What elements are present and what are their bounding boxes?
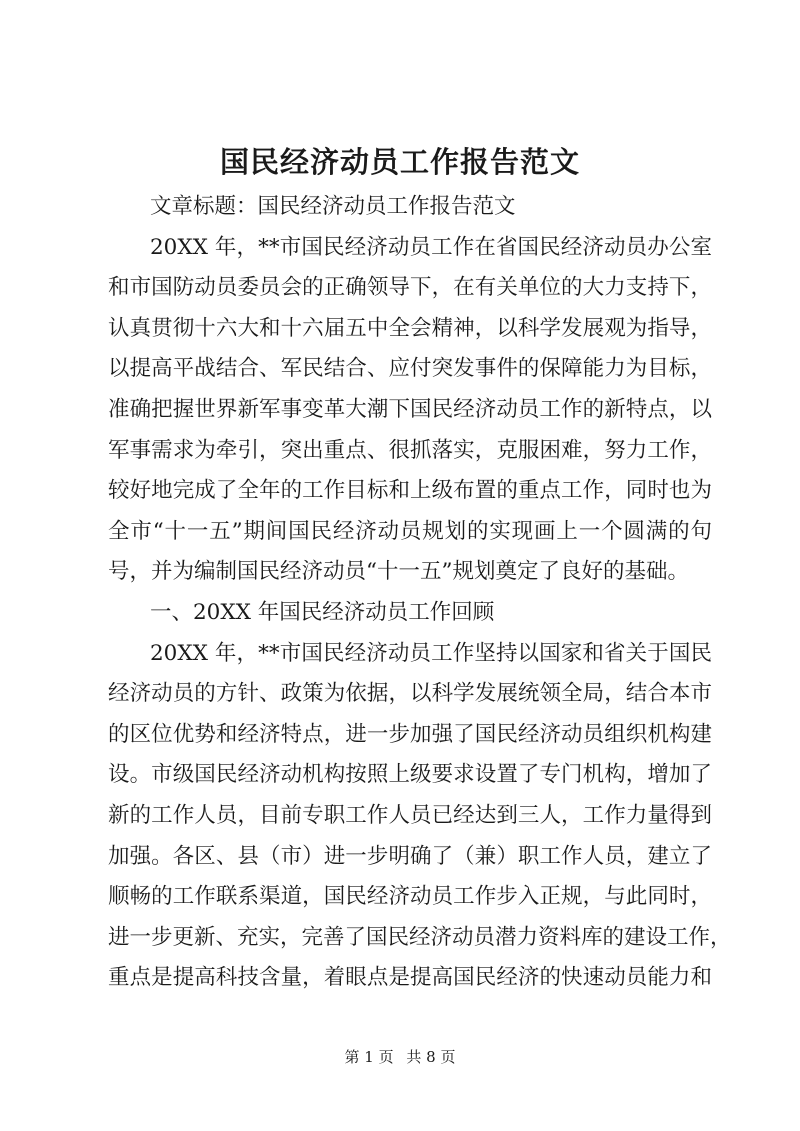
text-line: 新的工作人员，目前专职工作人员已经达到三人，工作力量得到	[108, 802, 712, 828]
text-line: 顺畅的工作联系渠道，国民经济动员工作步入正规，与此同时，	[108, 884, 712, 910]
text-line: 加强。各区、县（市）进一步明确了（兼）职工作人员，建立了	[108, 843, 712, 869]
page-number: 第 1 页	[344, 1048, 394, 1066]
text-line: 全市“十一五”期间国民经济动员规划的实现画上一个圆满的句	[108, 518, 712, 544]
text-line: 的区位优势和经济特点，进一步加强了国民经济动员组织机构建	[108, 721, 712, 747]
text-line: 进一步更新、充实，完善了国民经济动员潜力资料库的建设工作，	[108, 924, 732, 950]
text-line: 较好地完成了全年的工作目标和上级布置的重点工作，同时也为	[108, 478, 712, 504]
document-body	[108, 187, 732, 999]
text-line: 号，并为编制国民经济动员“十一五”规划奠定了良好的基础。	[108, 559, 689, 585]
text-line: 文章标题：国民经济动员工作报告范文	[150, 194, 516, 219]
page-footer	[0, 1047, 800, 1067]
text-line: 军事需求为牵引，突出重点、很抓落实，克服困难，努力工作，	[108, 437, 712, 463]
text-line: 经济动员的方针、政策为依据，以科学发展统领全局，结合本市	[108, 681, 712, 707]
document-title: 国民经济动员工作报告范文	[219, 145, 580, 179]
text-line: 准确把握世界新军事变革大潮下国民经济动员工作的新特点，以	[108, 396, 712, 422]
text-line: 和市国防动员委员会的正确领导下，在有关单位的大力支持下，	[108, 275, 712, 301]
text-line: 一、20XX 年国民经济动员工作回顾	[150, 599, 495, 625]
text-line: 设。市级国民经济动机构按照上级要求设置了专门机构，增加了	[108, 762, 712, 788]
text-line: 认真贯彻十六大和十六届五中全会精神，以科学发展观为指导，	[108, 315, 712, 341]
page-total: 共 8 页	[406, 1048, 456, 1066]
text-line: 20XX 年，**市国民经济动员工作坚持以国家和省关于国民	[150, 640, 712, 666]
text-line: 重点是提高科技含量，着眼点是提高国民经济的快速动员能力和	[108, 965, 712, 991]
text-line: 以提高平战结合、军民结合、应付突发事件的保障能力为目标，	[108, 356, 712, 382]
text-line: 20XX 年，**市国民经济动员工作在省国民经济动员办公室	[150, 234, 712, 260]
